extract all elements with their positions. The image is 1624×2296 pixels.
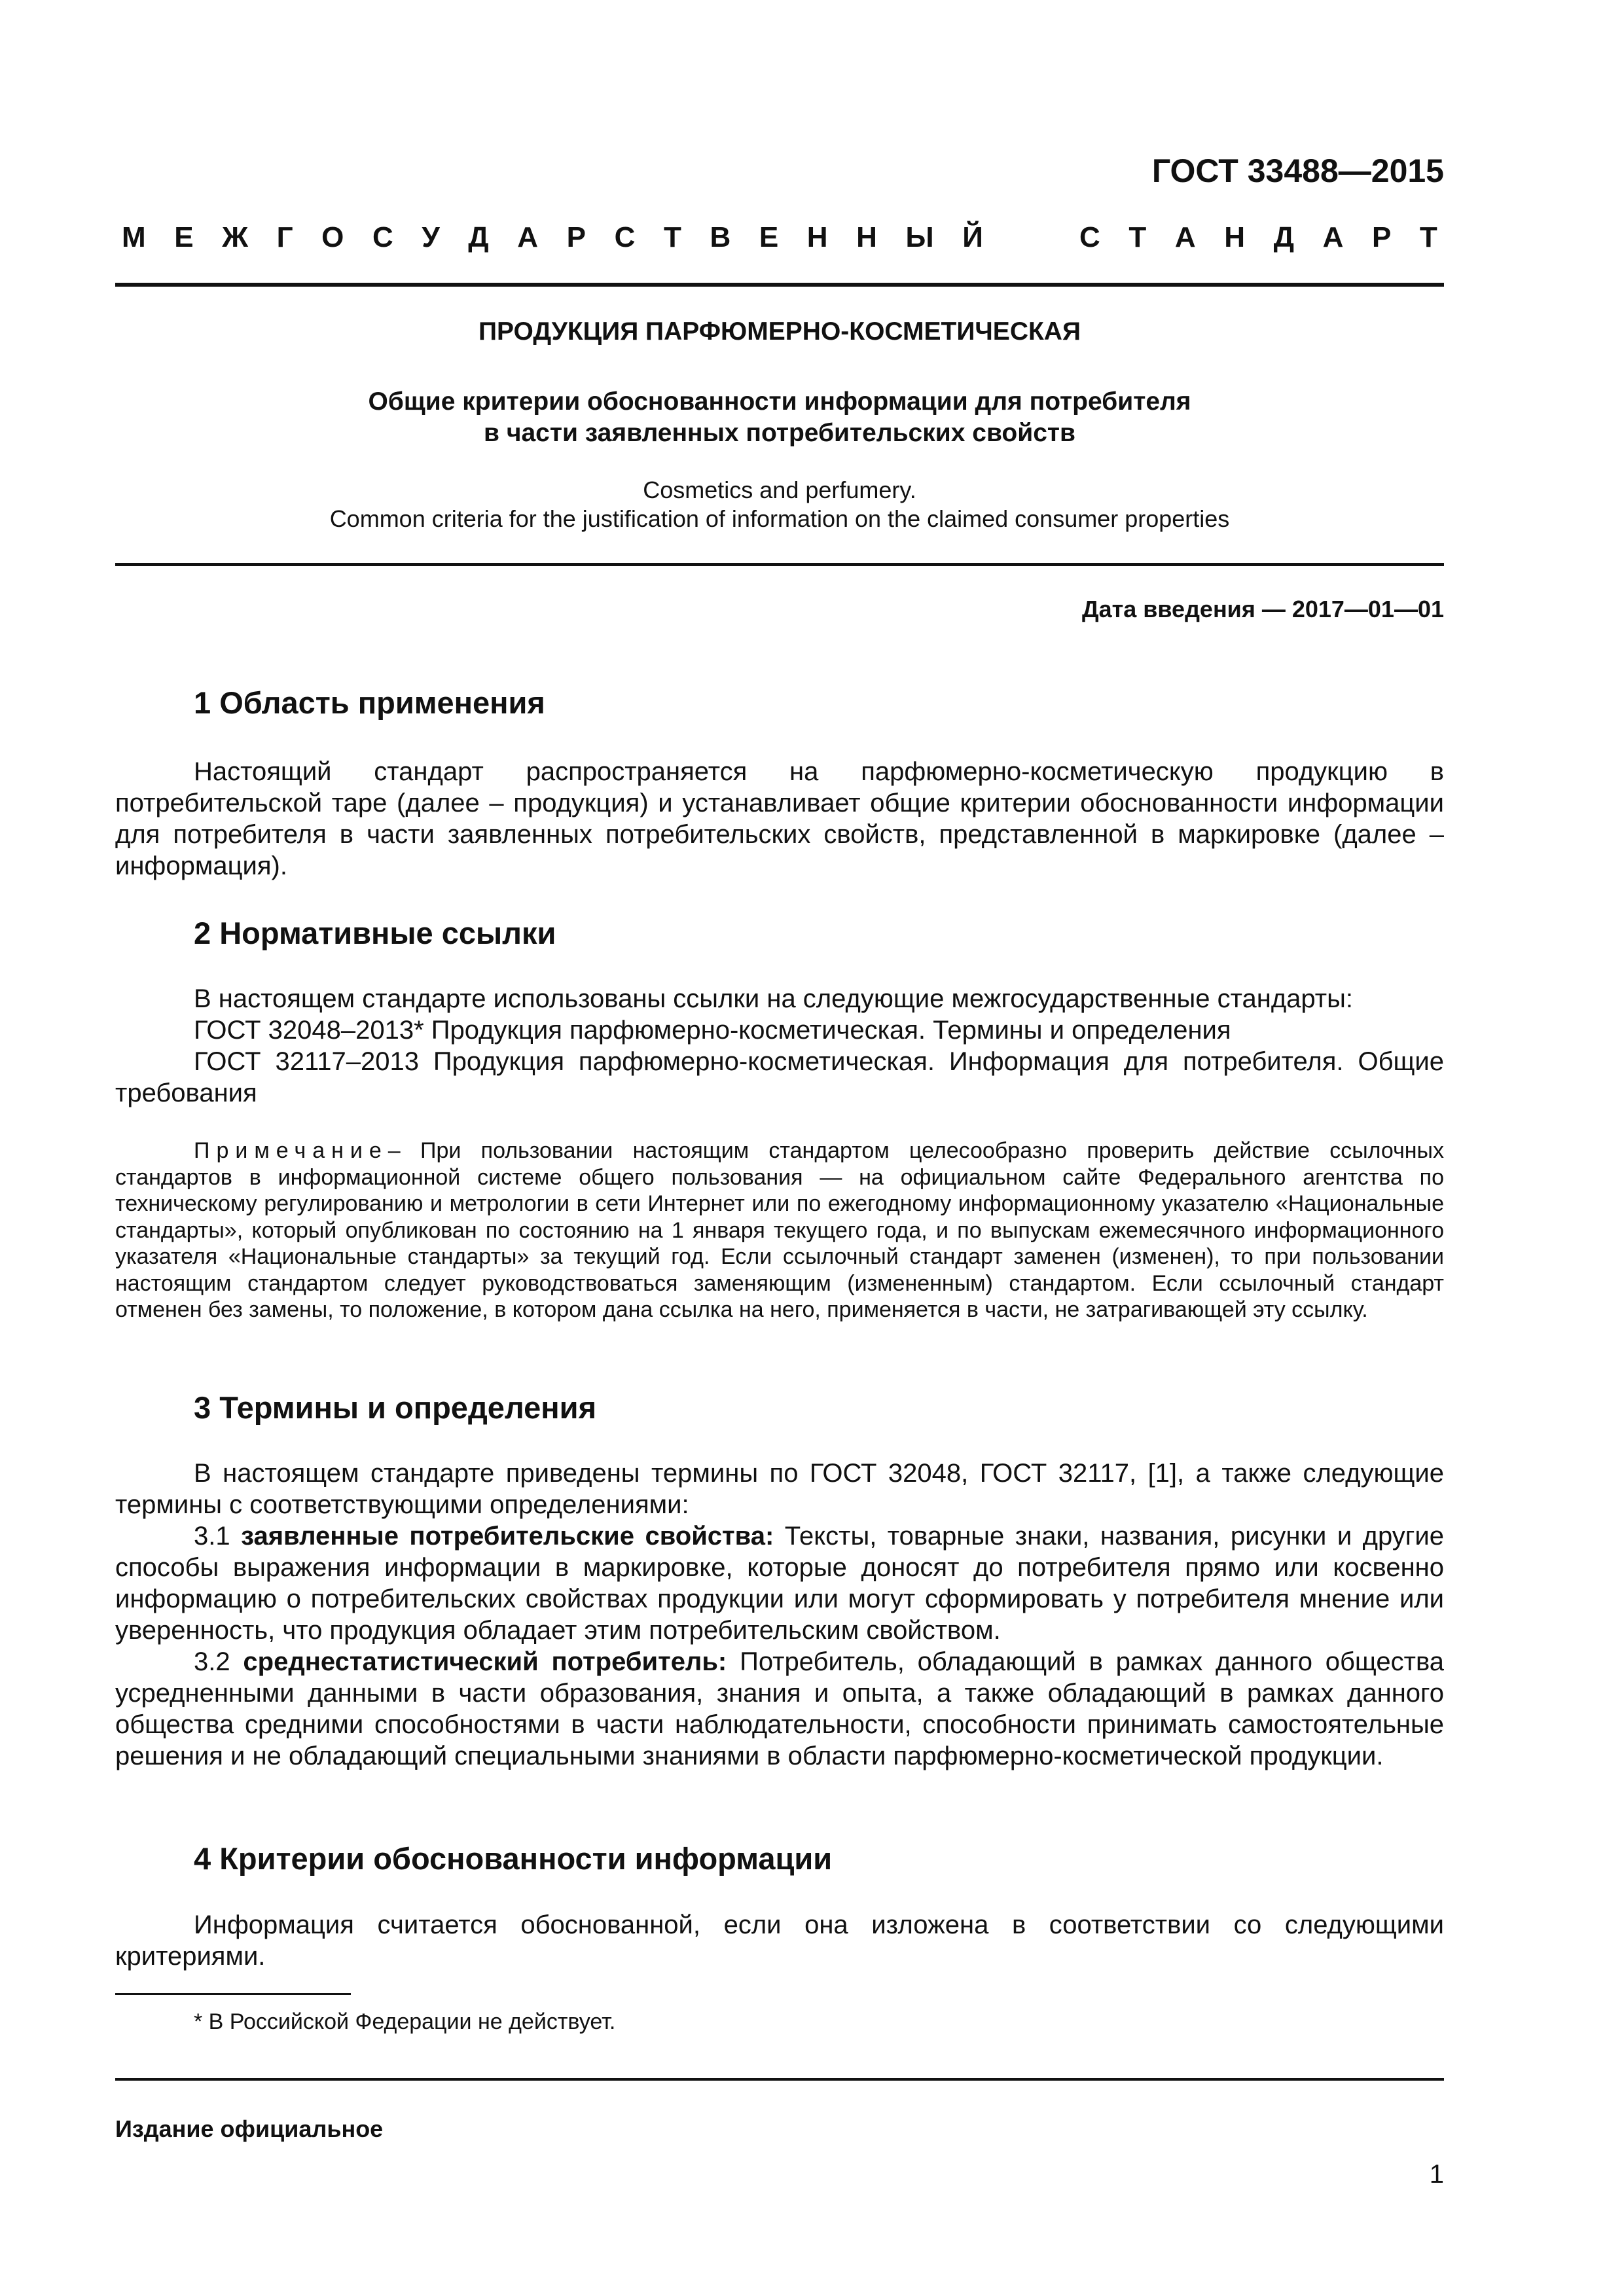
footnote: * В Российской Федерации не действует. xyxy=(194,2009,616,2034)
heading-letter: Ж xyxy=(222,221,248,253)
heading-letter: Р xyxy=(566,221,586,253)
heading-letter: Й xyxy=(962,221,983,253)
heading-letter: М xyxy=(122,221,146,253)
english-title-line-2: Common criteria for the justification of information on the claimed consumer properties xyxy=(329,505,1230,532)
heading-letter: Н xyxy=(856,221,877,253)
section-1-text: Настоящий стандарт распространяется на парфюмерно-косметическую продукцию в потребительской таре (далее – продукция) и устанавливает общие критерии обоснованности информации для потребителя в части заявленных потребительских свойств, представленной в маркировке (далее – информация). xyxy=(115,757,1444,880)
heading-letter: А xyxy=(1322,221,1344,253)
section-2-intro: В настоящем стандарте использованы ссылки на следующие межгосударственные стандарты: xyxy=(194,984,1353,1013)
edition-label: Издание официальное xyxy=(115,2115,384,2142)
heading-letter: Ы xyxy=(905,221,934,253)
heading-letter: С xyxy=(1079,221,1100,253)
term-3-1-number: 3.1 xyxy=(194,1522,230,1551)
top-rule xyxy=(115,283,1444,287)
heading-letter: О xyxy=(321,221,344,253)
subtitle-line-1: Общие критерии обоснованности информации для потребителя xyxy=(368,387,1191,416)
page-number: 1 xyxy=(1429,2160,1444,2189)
standard-number: ГОСТ 33488—2015 xyxy=(1151,152,1444,189)
heading-letter: Е xyxy=(759,221,779,253)
footer-rule xyxy=(115,2078,1444,2081)
term-3-1-name: заявленные потребительские свойства: xyxy=(241,1522,774,1551)
reference-note xyxy=(115,1138,1444,1323)
section-3-text: В настоящем стандарте приведены термины по ГОСТ 32048, ГОСТ 32117, [1], а также следующие термины с соответствующими определениями: xyxy=(115,1459,1444,1519)
term-3-2 xyxy=(115,1646,1444,1772)
heading-letter: Г xyxy=(276,221,293,253)
heading-letter: Н xyxy=(1224,221,1246,253)
reference-gost-32117: ГОСТ 32117–2013 Продукция парфюмерно-косметическая. Информация для потребителя. Общие требования xyxy=(115,1047,1444,1107)
document-subtitle xyxy=(115,386,1444,449)
english-title xyxy=(115,476,1444,533)
heading-letter: Т xyxy=(1419,221,1437,253)
product-title: ПРОДУКЦИЯ ПАРФЮМЕРНО-КОСМЕТИЧЕСКАЯ xyxy=(478,317,1081,346)
title-rule xyxy=(115,563,1444,566)
section-1-heading: 1 Область применения xyxy=(194,685,545,720)
section-2-heading: 2 Нормативные ссылки xyxy=(194,916,556,950)
heading-word-gap xyxy=(1011,221,1051,254)
english-title-line-1: Cosmetics and perfumery. xyxy=(643,476,916,503)
subtitle-line-2: в части заявленных потребительских свойств xyxy=(484,419,1075,447)
heading-letter: С xyxy=(614,221,636,253)
section-4-heading: 4 Критерии обоснованности информации xyxy=(194,1841,833,1876)
heading-letter: С xyxy=(372,221,393,253)
section-4-text: Информация считается обоснованной, если она изложена в соответствии со следующими критериями. xyxy=(115,1910,1444,1971)
heading-letter: Н xyxy=(806,221,828,253)
term-3-2-number: 3.2 xyxy=(194,1647,230,1676)
section-3-heading: 3 Термины и определения xyxy=(194,1390,596,1425)
footnote-separator xyxy=(115,1993,351,1995)
heading-letter: Е xyxy=(174,221,194,253)
standard-kind-heading xyxy=(122,221,1437,254)
heading-letter: Р xyxy=(1371,221,1392,253)
note-label: Примечание xyxy=(194,1138,388,1163)
heading-letter: Д xyxy=(1273,221,1294,253)
heading-letter: В xyxy=(710,221,731,253)
term-3-2-definition: Потребитель, обладающий в рамках данного общества усредненными данными в части образования, знания и опыта, а также обладающий в рамках данного общества средними способностями в части наблюдательности, способности принимать самостоятельные решения и не обладающий специальными знаниями в области парфюмерно-косметической продукции. xyxy=(115,1647,1444,1770)
heading-letter: Д xyxy=(468,221,489,253)
term-3-1-definition: Тексты, товарные знаки, названия, рисунки и другие способы выражения информации в маркировке, которые доносят до потребителя прямо или косвенно информацию о потребительских свойствах продукции или могут сформировать у потребителя мнение или уверенность, что продукция обладает этим потребительским свойством. xyxy=(115,1522,1444,1645)
heading-letter: А xyxy=(1174,221,1196,253)
term-3-2-name: среднестатистический потребитель: xyxy=(243,1647,727,1676)
heading-letter: Т xyxy=(663,221,681,253)
heading-letter: А xyxy=(517,221,539,253)
heading-letter: У xyxy=(422,221,440,253)
introduction-date: Дата введения — 2017—01—01 xyxy=(1081,596,1444,622)
reference-gost-32048: ГОСТ 32048–2013* Продукция парфюмерно-косметическая. Термины и определения xyxy=(194,1016,1231,1045)
term-3-1 xyxy=(115,1520,1444,1646)
note-text: – При пользовании настоящим стандартом целесообразно проверить действие ссылочных стандартов в информационной системе общего пользования — на официальном сайте Федерального агентства по техническому регулированию и метрологии в сети Интернет или по ежегодному информационному указателю «Национальные стандарты», который опубликован по состоянию на 1 января текущего года, и по выпускам ежемесячного информационного указателя «Национальные стандарты» за текущий год. Если ссылочный стандарт заменен (изменен), то при пользовании настоящим стандартом следует руководствоваться заменяющим (измененным) стандартом. Если ссылочный стандарт отменен без замены, то положение, в котором дана ссылка на него, применяется в части, не затрагивающей эту ссылку. xyxy=(115,1138,1444,1322)
heading-letter: Т xyxy=(1128,221,1147,253)
